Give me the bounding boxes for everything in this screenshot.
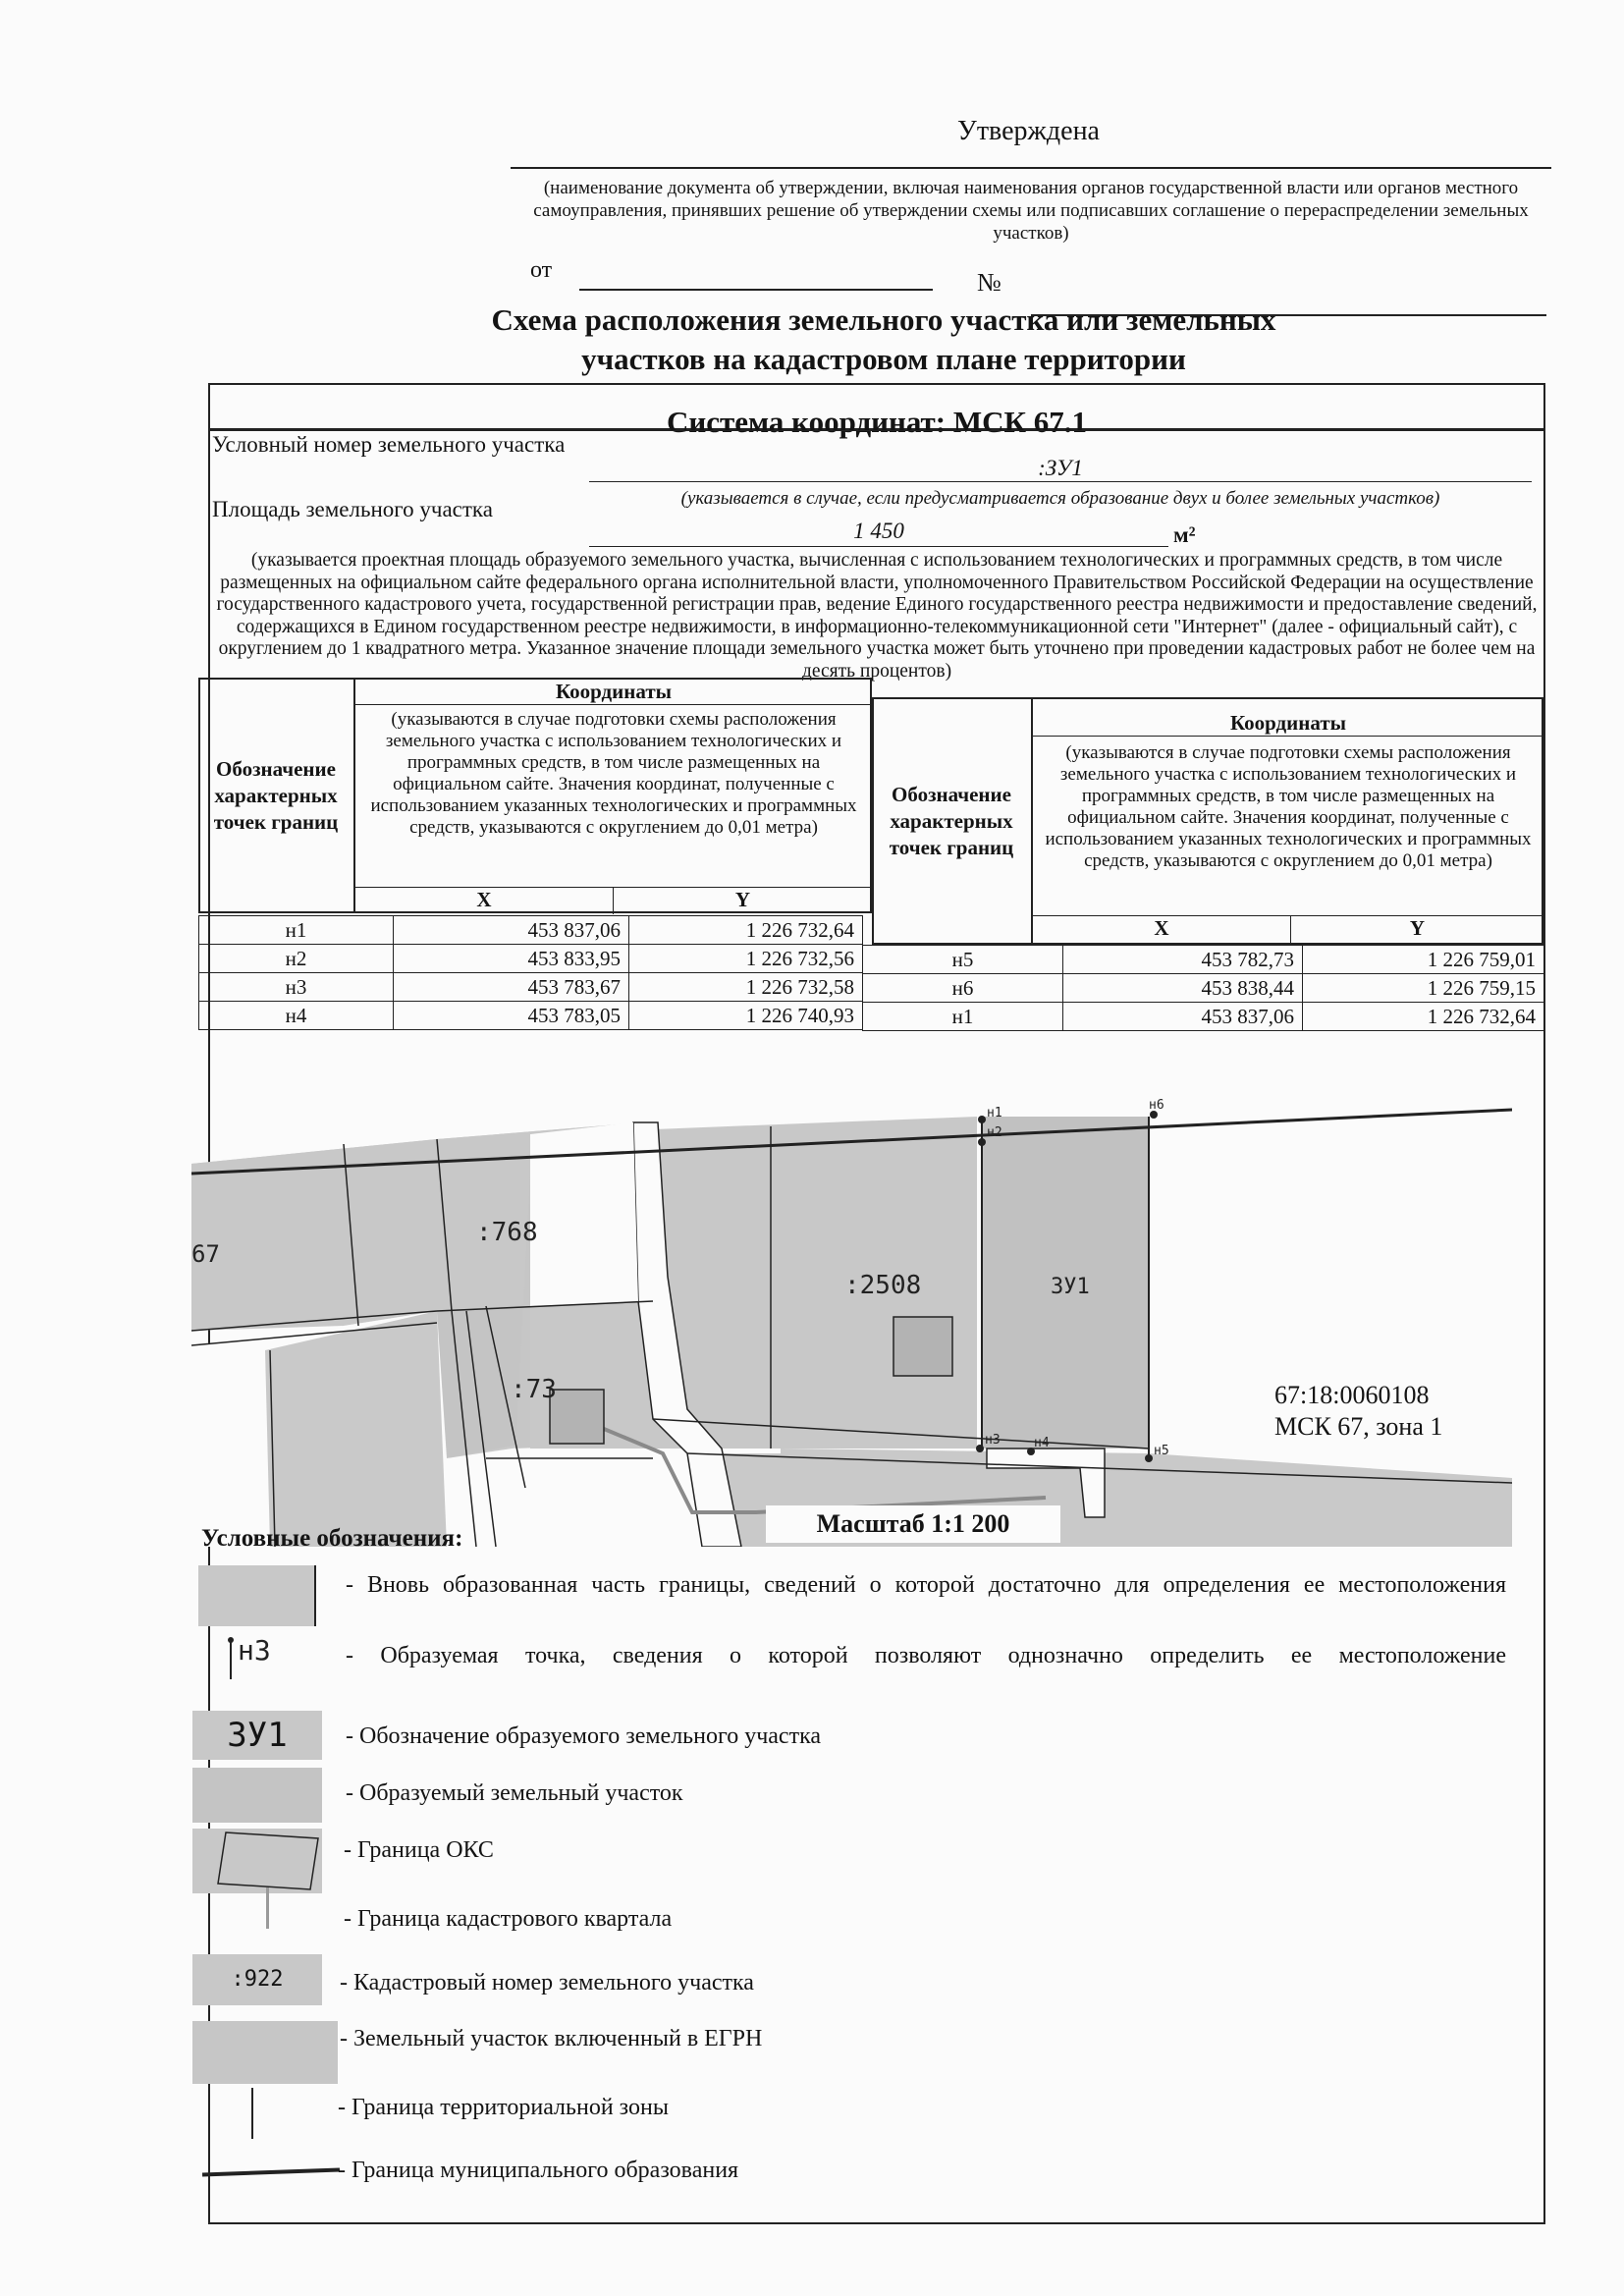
legend-point-label: н3 xyxy=(238,1634,271,1667)
label-73: :73 xyxy=(511,1375,557,1404)
xy-header-left xyxy=(355,887,872,914)
x-cell: 453 837,06 xyxy=(394,916,629,945)
document-title xyxy=(412,301,1355,379)
point-header-right: Обозначение характерных точек границ xyxy=(872,697,1033,945)
x-label-left: X xyxy=(355,888,614,914)
parcel-number-note: (указывается в случае, если предусматривается образование двух и более земельных участков) xyxy=(680,488,1440,509)
coordinate-zone: МСК 67, зона 1 xyxy=(1274,1412,1443,1441)
label-n3: н3 xyxy=(985,1433,1001,1448)
cadastral-map xyxy=(191,1066,1512,1547)
legend-symbol-egrn-parcel xyxy=(192,2021,338,2084)
area-label: Площадь земельного участка xyxy=(212,497,493,521)
point-cell: н1 xyxy=(863,1003,1063,1031)
legend-item-egrn-parcel: - Земельный участок включенный в ЕГРН xyxy=(340,2026,763,2051)
point-cell: н4 xyxy=(199,1002,394,1030)
legend-item-oks: - Граница ОКС xyxy=(344,1837,494,1863)
x-cell: 453 782,73 xyxy=(1063,946,1303,974)
legend-title: Условные обозначения: xyxy=(201,1525,463,1552)
legend-symbol-new-boundary xyxy=(198,1565,316,1626)
table-row xyxy=(863,946,1544,974)
legend-symbol-cad-number: :922 xyxy=(192,1954,322,2005)
approval-note: (наименование документа об утверждении, включая наименования органов государственной власти или органов местного самоуправления, принявших решение об утверждении схемы или подписавших соглашение о перераспределении земельных участков) xyxy=(533,178,1529,244)
legend-item-new-boundary: - Вновь образованная часть границы, сведений о которой достаточно для определения ее местоположения xyxy=(346,1572,1506,1598)
coord-system-line xyxy=(208,430,1545,431)
area-line xyxy=(589,546,1168,547)
x-label-right: X xyxy=(1033,916,1291,946)
y-cell: 1 226 759,15 xyxy=(1303,974,1544,1003)
y-cell: 1 226 740,93 xyxy=(629,1002,863,1030)
point-stem-icon xyxy=(230,1638,232,1679)
coords-title-right: Координаты xyxy=(1033,711,1543,737)
legend-item-formed-parcel: - Образуемый земельный участок xyxy=(346,1780,683,1806)
cadastral-block-number: 67:18:0060108 xyxy=(1274,1381,1430,1409)
y-cell: 1 226 732,64 xyxy=(1303,1003,1544,1031)
point-cell: н2 xyxy=(199,945,394,973)
legend-symbol-formed-parcel xyxy=(192,1768,322,1823)
area-value: 1 450 xyxy=(853,519,904,543)
approved-label: Утверждена xyxy=(957,116,1100,146)
coords-table-left xyxy=(198,915,863,1030)
point-cell: н1 xyxy=(199,916,394,945)
table-row xyxy=(199,973,863,1002)
legend-item-zone-boundary: - Граница территориальной зоны xyxy=(338,2095,669,2120)
legend-symbol-block-boundary xyxy=(266,1887,269,1929)
coords-title-left: Координаты xyxy=(355,680,872,705)
label-n6: н6 xyxy=(1149,1098,1164,1113)
point-header-left: Обозначение характерных точек границ xyxy=(198,678,355,913)
oks-building xyxy=(893,1317,952,1376)
parcel-number-label: Условный номер земельного участка xyxy=(212,432,566,457)
date-line xyxy=(579,289,933,291)
map-scale: Масштаб 1:1 200 xyxy=(766,1505,1060,1543)
label-n1: н1 xyxy=(987,1106,1002,1121)
legend-symbol-point xyxy=(224,1634,322,1679)
point-n2 xyxy=(978,1138,986,1146)
label-67: 67 xyxy=(191,1240,220,1268)
legend-item-point: - Образуемая точка, сведения о которой позволяют однозначно определить ее местоположение xyxy=(346,1643,1506,1668)
approval-line xyxy=(511,167,1551,169)
legend-symbol-zone-boundary xyxy=(251,2088,253,2139)
title-line-1: Схема расположения земельного участка или земельных xyxy=(491,302,1276,337)
parcel-number-value: :ЗУ1 xyxy=(1038,456,1083,480)
number-label: № xyxy=(977,268,1001,297)
legend-item-cad-number: - Кадастровый номер земельного участка xyxy=(340,1970,754,1995)
label-768: :768 xyxy=(476,1218,538,1247)
y-label-right: Y xyxy=(1409,916,1426,940)
label-zu1: ЗУ1 xyxy=(1051,1275,1090,1299)
point-cell: н3 xyxy=(199,973,394,1002)
y-cell: 1 226 732,56 xyxy=(629,945,863,973)
table-row xyxy=(199,945,863,973)
coords-note-right: (указываются в случае подготовки схемы расположения земельного участка с использованием технологических и программных средств, в том числе размещенных на официальном сайте. Значения координат, полученные с использованием указанных технологических и программных средств, указываются с округлением до 0,01 метра) xyxy=(1045,742,1532,871)
parcel-number-line xyxy=(589,481,1532,482)
x-cell: 453 783,05 xyxy=(394,1002,629,1030)
y-cell: 1 226 732,64 xyxy=(629,916,863,945)
cadastral-block-label xyxy=(1274,1380,1442,1443)
legend-symbol-oks xyxy=(192,1829,322,1893)
y-cell: 1 226 759,01 xyxy=(1303,946,1544,974)
table-row xyxy=(199,916,863,945)
x-cell: 453 833,95 xyxy=(394,945,629,973)
point-n3 xyxy=(976,1445,984,1452)
xy-header-right xyxy=(1033,915,1543,946)
oks-building xyxy=(550,1390,604,1444)
point-n1 xyxy=(978,1116,986,1123)
coords-table-right xyxy=(862,945,1544,1031)
x-cell: 453 838,44 xyxy=(1063,974,1303,1003)
white-gap xyxy=(530,1122,638,1306)
legend-item-municipal-boundary: - Граница муниципального образования xyxy=(338,2158,739,2183)
parcel-73-left xyxy=(265,1311,447,1547)
x-cell: 453 783,67 xyxy=(394,973,629,1002)
legend-item-zu-label: - Обозначение образуемого земельного участка xyxy=(346,1723,822,1749)
y-label-left: Y xyxy=(734,888,751,911)
point-cell: н6 xyxy=(863,974,1063,1003)
label-n5: н5 xyxy=(1154,1444,1169,1458)
label-n4: н4 xyxy=(1034,1436,1050,1450)
title-line-2: участков на кадастровом плане территории xyxy=(581,342,1186,376)
area-note: (указывается проектная площадь образуемого земельного участка, вычисленная с использованием технологических и программных средств, в том числе размещенных на официальном сайте федерального органа исполнительной власти, уполномоченного Правительством Российской Федерации на осуществление государственного кадастрового учета, государственной регистрации прав, ведение Единого государственного реестра недвижимости и предоставление сведений, содержащихся в Едином государственном реестре недвижимости, в информационно-телекоммуникационной сети "Интернет" (далее - официальный сайт), с округлением до 1 квадратного метра. Указанное значение площади земельного участка может быть уточнено при проведении кадастровых работ не более чем на десять процентов) xyxy=(216,550,1538,682)
label-n2: н2 xyxy=(987,1125,1002,1140)
legend-item-block-boundary: - Граница кадастрового квартала xyxy=(344,1906,673,1932)
coord-system-title: Система координат: МСК 67.1 xyxy=(667,405,1087,439)
label-2508: :2508 xyxy=(844,1271,922,1300)
table-row xyxy=(199,1002,863,1030)
legend-symbol-zu: ЗУ1 xyxy=(192,1711,322,1760)
point-n5 xyxy=(1145,1454,1153,1462)
area-unit: м² xyxy=(1173,522,1196,547)
table-row xyxy=(863,974,1544,1003)
x-cell: 453 837,06 xyxy=(1063,1003,1303,1031)
table-row xyxy=(863,1003,1544,1031)
y-cell: 1 226 732,58 xyxy=(629,973,863,1002)
date-label: от xyxy=(530,257,553,283)
coords-note-left: (указываются в случае подготовки схемы расположения земельного участка с использованием технологических и программных средств, в том числе размещенных на официальном сайте. Значения координат, полученные с использованием указанных технологических и программных средств, указываются с округлением до 0,01 метра) xyxy=(370,709,857,838)
point-cell: н5 xyxy=(863,946,1063,974)
